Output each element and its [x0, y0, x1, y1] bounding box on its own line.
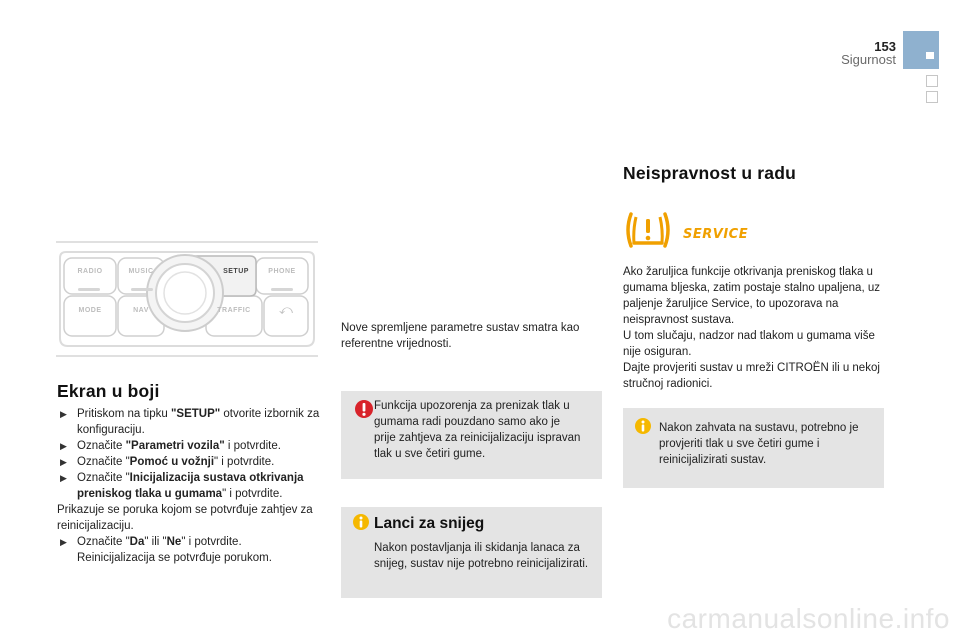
phone-button-label: PHONE: [268, 268, 296, 275]
step-item: ▶ Označite "Inicijalizacija sustava otkrivanja preniskog tlaka u gumama" i potvrdite.: [60, 472, 304, 500]
info-text: Nakon zahvata na sustavu, potrebno je provjeriti tlak u sve četiri gume i reinicijalizirati sustav.: [659, 422, 859, 466]
tyre-pressure-warning-icon: [625, 210, 671, 250]
arrow-icon: ▶: [60, 473, 67, 483]
page-number: 153: [874, 39, 896, 54]
malfunction-text: Ako žaruljica funkcije otkrivanja preniskog tlaka u gumama bljeska, zatim postaje stalno upaljena, uz paljenje žaruljice Service, to upozorava na neispravnost sustava. U tom slučaju, nadzor nad tlakom u gumama više nije osiguran. Dajte provjeriti sustav u mreži CITROËN ili u nekoj stručnoj radionici.: [623, 266, 880, 390]
info-icon: [635, 418, 651, 436]
warning-icon: [355, 400, 373, 420]
service-warning-label: SERVICE: [683, 227, 749, 242]
info-box: [623, 408, 884, 488]
arrow-icon: ▶: [60, 441, 67, 451]
back-arrow-icon: ⤺: [279, 302, 293, 317]
radio-button-label: RADIO: [77, 268, 103, 275]
traffic-button-label: TRAFFIC: [217, 307, 251, 314]
arrow-icon: ▶: [60, 537, 67, 547]
step-item: ▶ Označite "Pomoć u vožnji" i potvrdite.: [60, 456, 275, 468]
nav-button-label: NAV: [133, 307, 149, 314]
section-title: Sigurnost: [841, 52, 896, 67]
step-item: ▶ Označite "Da" ili "Ne" i potvrdite. Reinicijalizacija se potvrđuje porukom.: [60, 536, 272, 564]
mode-button-label: MODE: [78, 307, 102, 314]
malfunction-heading: Neispravnost u radu: [623, 163, 797, 183]
step-item: ▶ Pritiskom na tipku "SETUP" otvorite izbornik za konfiguraciju.: [60, 408, 320, 436]
setup-button-label: SETUP: [223, 268, 249, 275]
setup-instructions: [57, 406, 327, 566]
intro-paragraph: Nove spremljene parametre sustav smatra kao referentne vrijednosti.: [341, 322, 580, 350]
info-icon: [353, 514, 369, 532]
arrow-icon: ▶: [60, 409, 67, 419]
snow-chains-box: [341, 507, 602, 598]
radio-panel-illustration: [56, 238, 318, 360]
watermark: carmanualsonline.info: [667, 603, 950, 634]
warning-box: [341, 391, 602, 479]
music-button-label: MUSIC: [128, 268, 154, 275]
warning-text: Funkcija upozorenja za prenizak tlak u gumama radi pouzdano samo ako je prije zahtjeva za reinicijalizaciju ispravan tlak u sve četiri gume.: [374, 400, 581, 460]
chapter-tab: [903, 31, 939, 69]
arrow-icon: ▶: [60, 457, 67, 467]
screen-heading: Ekran u boji: [57, 381, 160, 401]
step-item: ▶ Označite "Parametri vozila" i potvrdite.: [60, 440, 281, 452]
nav-square-2: [926, 91, 938, 103]
snow-chains-text: Nakon postavljanja ili skidanja lanaca za snijeg, sustav nije potrebno reinicijalizirati.: [374, 542, 589, 570]
snow-chains-heading: Lanci za snijeg: [374, 515, 485, 532]
confirmation-message: Prikazuje se poruka kojom se potvrđuje zahtjev za reinicijalizaciju.: [57, 504, 313, 532]
nav-square-1: [926, 75, 938, 87]
